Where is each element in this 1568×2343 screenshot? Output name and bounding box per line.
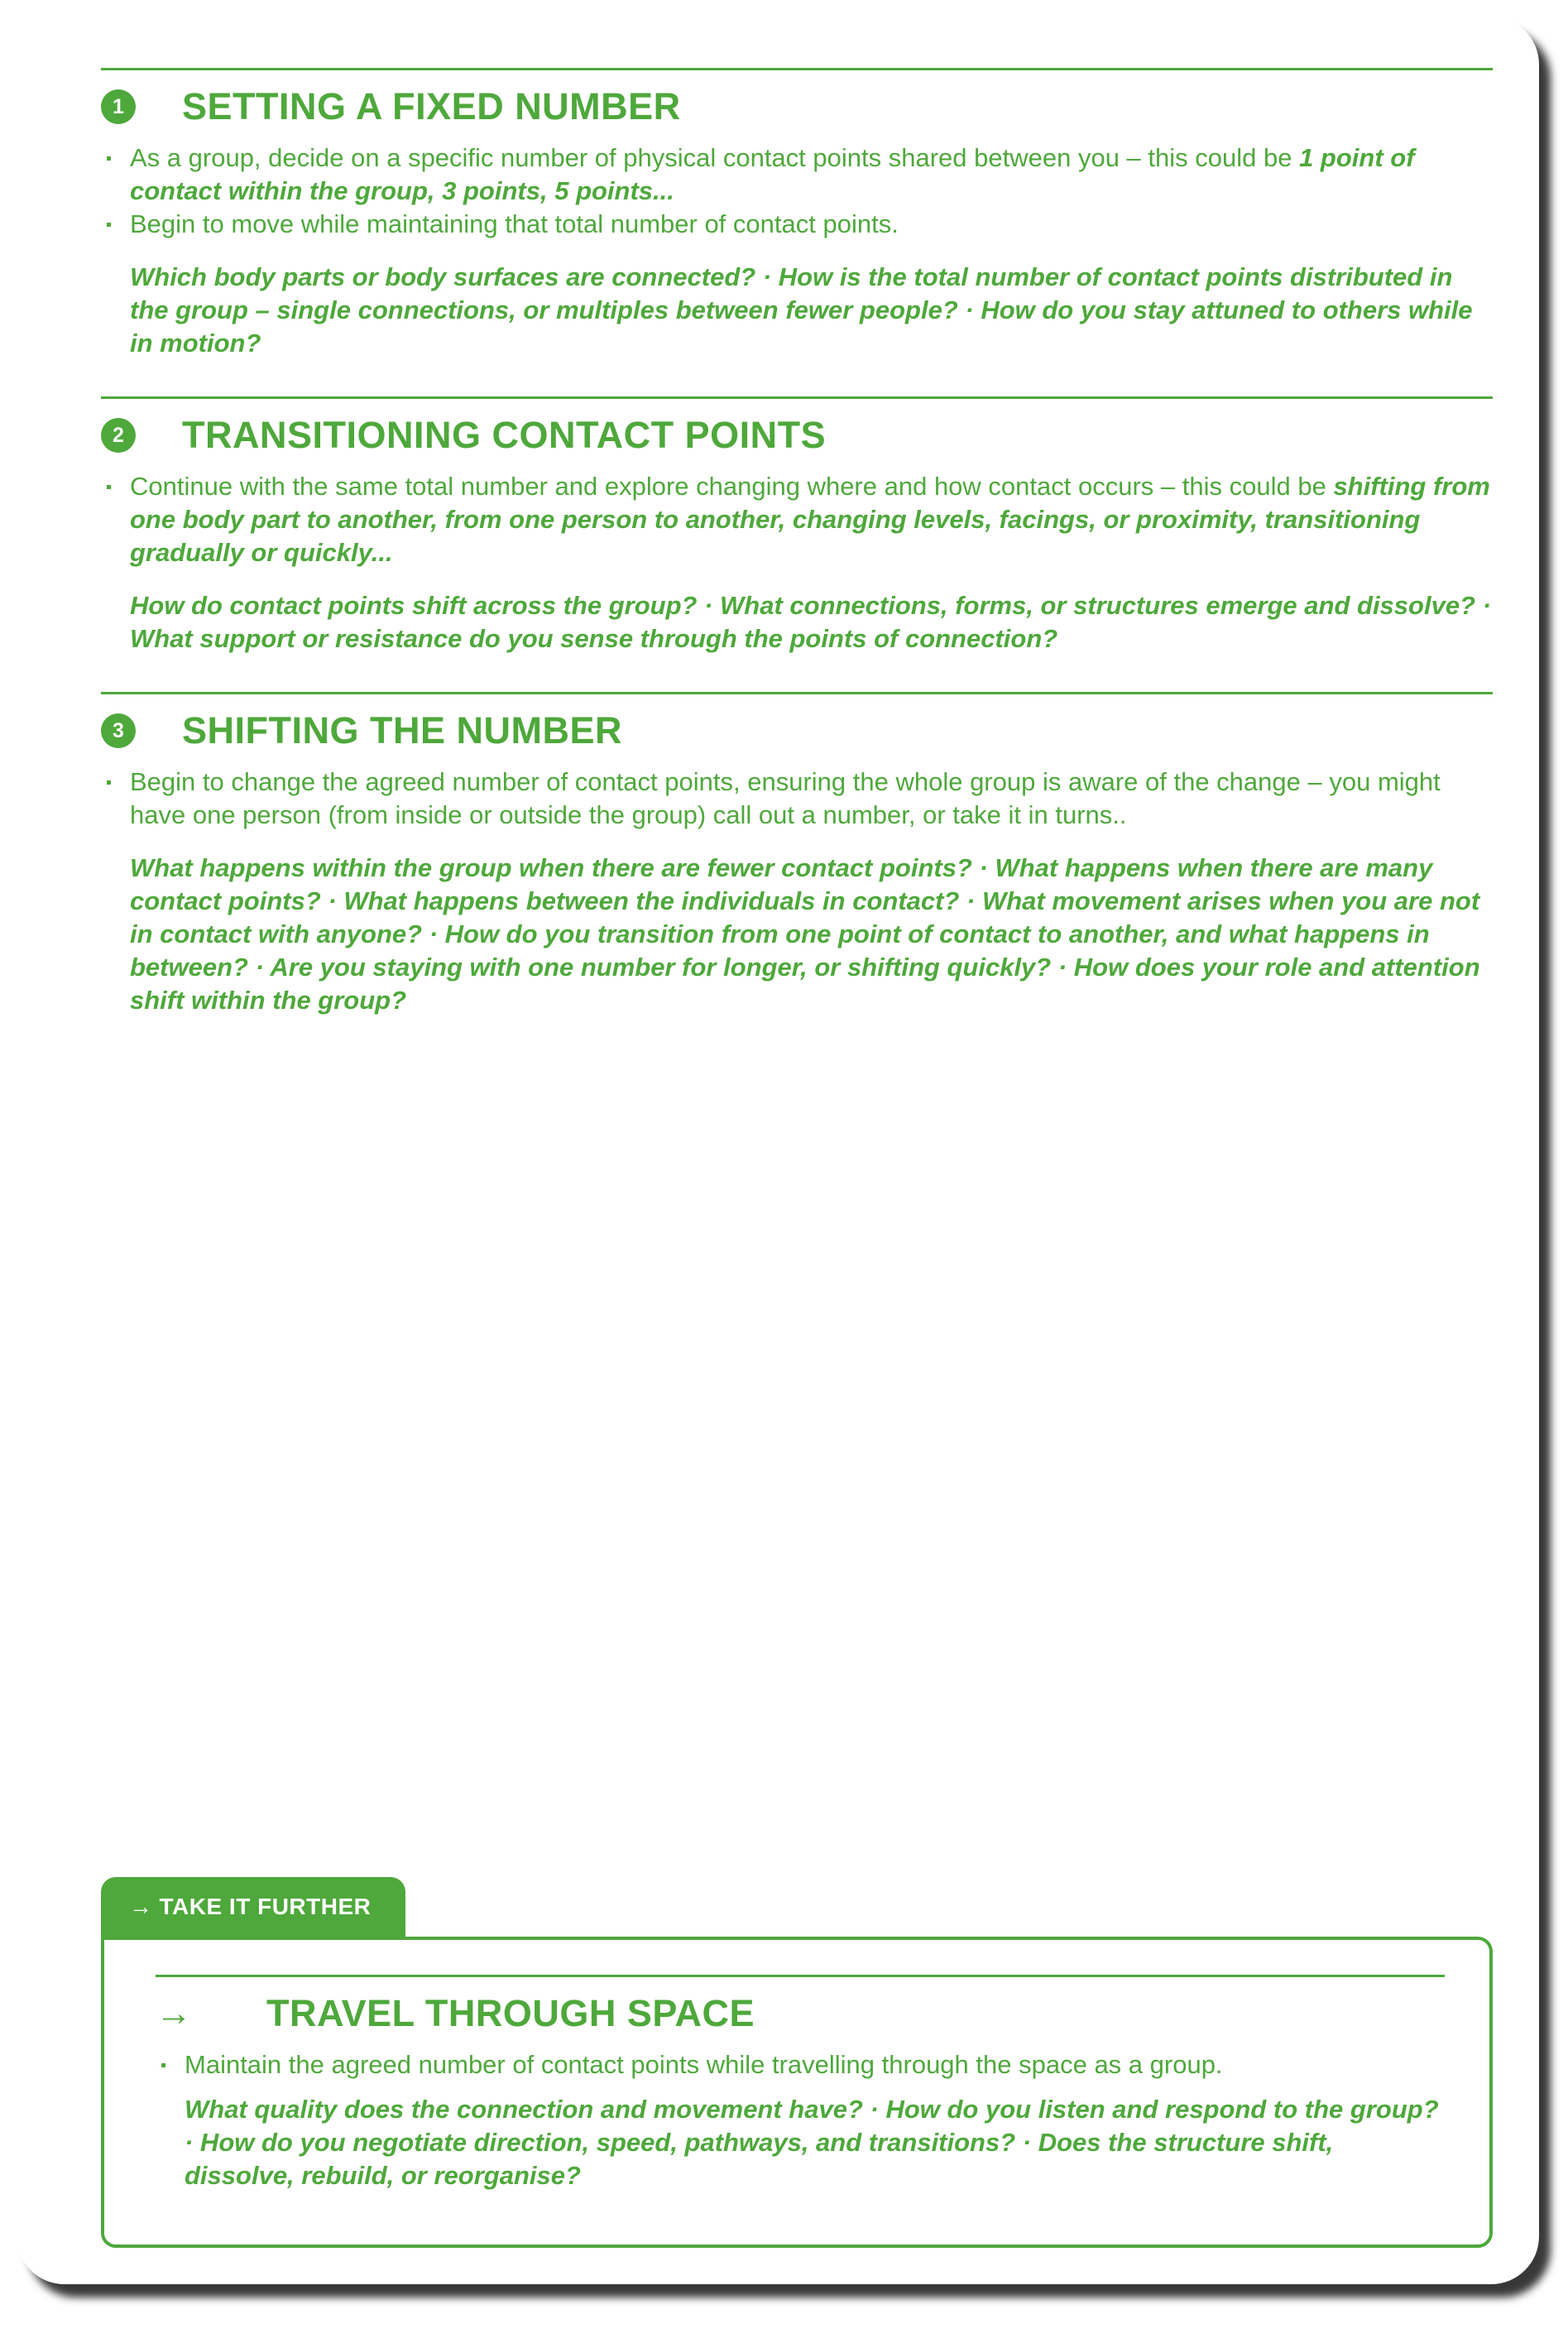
arrow-right-icon: → xyxy=(129,1894,153,1919)
bullet-text: As a group, decide on a specific number of physical contact points shared between you – this could be xyxy=(130,143,1300,172)
list-item xyxy=(130,142,1493,208)
further-content xyxy=(156,1975,1445,2192)
section-number-badge: 2 xyxy=(101,418,136,453)
bullet-list xyxy=(101,142,1493,241)
activity-card xyxy=(17,17,1539,2284)
section-header xyxy=(101,411,1493,460)
section-2 xyxy=(101,396,1493,655)
list-item xyxy=(130,208,1493,241)
bullet-text: Begin to move while maintaining that total number of contact points. xyxy=(130,209,899,238)
arrow-right-icon: → xyxy=(156,1993,192,2033)
bullet-list xyxy=(101,470,1493,569)
bullet-text: Maintain the agreed number of contact points while travelling through the space as a group. xyxy=(185,2050,1223,2079)
bullet-text: Begin to change the agreed number of contact points, ensuring the whole group is aware of the change – you might have one person (from inside or outside the group) call out a number, or take it in turns.. xyxy=(130,767,1441,829)
bullet-emphasis: 1 point of contact within the group, 3 points, 5 points... xyxy=(130,143,1415,205)
reflection-questions: How do contact points shift across the group? · What connections, forms, or structures emerge and dissolve? · What support or resistance do you sense through the points of connection? xyxy=(130,591,1491,653)
section-1 xyxy=(101,68,1493,360)
section-header xyxy=(101,82,1493,132)
section-title: SETTING A FIXED NUMBER xyxy=(182,85,681,127)
bullet-list xyxy=(156,2048,1445,2081)
section-title: TRAVEL THROUGH SPACE xyxy=(266,1992,755,2034)
reflection-questions: What happens within the group when there are fewer contact points? · What happens when there are many contact points? · What happens between the individuals in contact? · What movement arises when you are not in contact with anyone? · How do you transition from one point of contact to another, and what happens in between? · Are you staying with one number for longer, or shifting quickly? · How does your role and attention shift within the group? xyxy=(130,853,1480,1015)
section-header xyxy=(156,1989,1445,2038)
list-item xyxy=(185,2048,1445,2081)
reflection-questions: Which body parts or body surfaces are connected? · How is the total number of contact points distributed in the group – single connections, or multiples between fewer people? · How do you stay attuned to others while in motion? xyxy=(130,262,1473,358)
bullet-text: Continue with the same total number and explore changing where and how contact occurs – this could be xyxy=(130,472,1334,501)
tab-label: TAKE IT FURTHER xyxy=(159,1894,372,1919)
list-item xyxy=(130,470,1493,569)
list-item xyxy=(130,766,1493,832)
bullet-emphasis: shifting from one body part to another, from one person to another, changing levels, facings, or proximity, transitioning gradually or quickly... xyxy=(130,472,1490,567)
bullet-list xyxy=(101,766,1493,832)
section-number-badge: 1 xyxy=(101,89,136,124)
section-title: SHIFTING THE NUMBER xyxy=(182,709,622,751)
reflection-questions: What quality does the connection and movement have? · How do you listen and respond to the group? · How do you negotiate direction, speed, pathways, and transitions? · Does the structure shift, dissolve, rebuild, or reorganise? xyxy=(185,2095,1439,2190)
section-number-badge: 3 xyxy=(101,713,136,748)
card-content xyxy=(101,68,1493,1017)
section-3 xyxy=(101,692,1493,1017)
take-it-further-box xyxy=(101,1937,1493,2248)
section-further xyxy=(156,1975,1445,2192)
section-header xyxy=(101,706,1493,756)
section-title: TRANSITIONING CONTACT POINTS xyxy=(182,414,827,456)
take-it-further-tab xyxy=(101,1877,405,1937)
